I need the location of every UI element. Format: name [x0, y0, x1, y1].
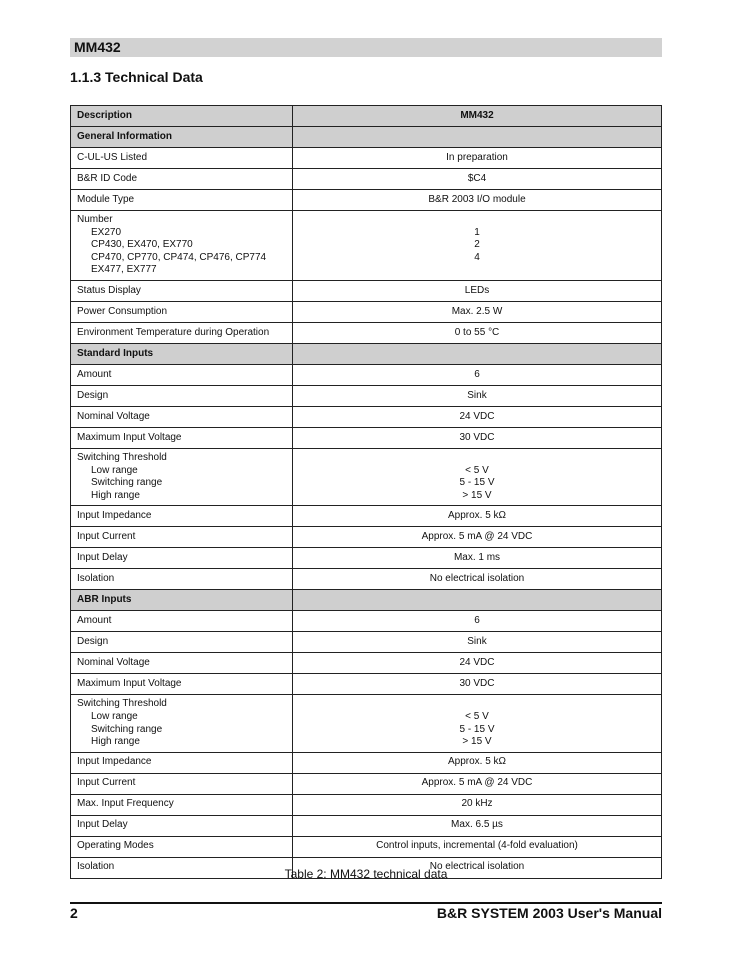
row-label: Design — [71, 632, 293, 653]
row-value: LEDs — [293, 280, 662, 301]
row-label: Power Consumption — [71, 301, 293, 322]
module-header-bar — [70, 38, 662, 57]
section-title: Standard Inputs — [71, 343, 293, 364]
row-value: Sink — [293, 632, 662, 653]
row-sublabel: CP470, CP770, CP474, CP476, CP774 — [91, 251, 267, 263]
row-value: Max. 1 ms — [293, 548, 662, 569]
section-title: General Information — [71, 127, 293, 148]
row-label: Isolation — [71, 569, 293, 590]
table-row — [71, 322, 662, 343]
table-row — [71, 632, 662, 653]
spacer — [299, 214, 655, 227]
row-value: Sink — [293, 385, 662, 406]
row-label: Input Delay — [71, 815, 293, 836]
table-row — [71, 548, 662, 569]
row-label: Nominal Voltage — [71, 406, 293, 427]
row-label-cell — [71, 448, 293, 505]
section-heading: 1.1.3 Technical Data — [70, 69, 203, 85]
column-header-mm432: MM432 — [293, 106, 662, 127]
section-value-cell — [293, 343, 662, 364]
row-label-cell — [71, 695, 293, 752]
row-value: 5 - 15 V — [459, 477, 495, 489]
row-sublabel: High range — [91, 489, 140, 501]
table-row — [71, 301, 662, 322]
table-row — [71, 211, 662, 281]
table-row — [71, 280, 662, 301]
manual-title: B&R SYSTEM 2003 User's Manual — [436, 905, 662, 921]
row-value: 30 VDC — [293, 674, 662, 695]
row-label: Design — [71, 385, 293, 406]
row-label: Input Current — [71, 527, 293, 548]
row-value: Approx. 5 mA @ 24 VDC — [293, 773, 662, 794]
row-label: Maximum Input Voltage — [71, 427, 293, 448]
row-value: B&R 2003 I/O module — [293, 190, 662, 211]
section-row — [71, 590, 662, 611]
module-name: MM432 — [74, 39, 121, 55]
row-label: Operating Modes — [71, 836, 293, 857]
table-row — [71, 385, 662, 406]
row-value: No electrical isolation — [293, 569, 662, 590]
table-row — [71, 427, 662, 448]
row-value: 24 VDC — [293, 653, 662, 674]
row-sublabel: CP430, EX470, EX770 — [91, 239, 193, 251]
row-sublabel: Switching range — [91, 477, 163, 489]
row-label: Isolation — [71, 857, 293, 878]
row-value: Approx. 5 kΩ — [293, 752, 662, 773]
row-value: 0 to 55 °C — [293, 322, 662, 343]
section-row — [71, 343, 662, 364]
row-value: $C4 — [293, 169, 662, 190]
row-value: 24 VDC — [293, 406, 662, 427]
row-label: Switching Threshold — [77, 698, 167, 710]
row-label: Module Type — [71, 190, 293, 211]
table-header-row — [71, 106, 662, 127]
row-sublabel: EX270 — [91, 226, 122, 238]
table-row — [71, 406, 662, 427]
row-value: > 15 V — [462, 489, 492, 501]
row-sublabel: Switching range — [91, 723, 163, 735]
table-row — [71, 148, 662, 169]
table-caption: Table 2: MM432 technical data — [284, 867, 448, 881]
row-label: Amount — [71, 611, 293, 632]
footer-divider — [70, 902, 662, 904]
row-value: 6 — [293, 364, 662, 385]
section-value-cell — [293, 590, 662, 611]
row-value: > 15 V — [462, 736, 492, 748]
row-value: < 5 V — [465, 464, 489, 476]
row-label: Maximum Input Voltage — [71, 674, 293, 695]
row-value: Approx. 5 kΩ — [293, 506, 662, 527]
row-label: B&R ID Code — [71, 169, 293, 190]
table-row — [71, 527, 662, 548]
row-value: No electrical isolation — [293, 857, 662, 878]
section-title: ABR Inputs — [71, 590, 293, 611]
row-sublabel: High range — [91, 736, 140, 748]
row-value: 2 — [474, 239, 480, 251]
spacer — [299, 698, 655, 711]
row-value-cell — [293, 211, 662, 281]
row-value: Control inputs, incremental (4-fold evaluation) — [293, 836, 662, 857]
row-label: Environment Temperature during Operation — [71, 322, 293, 343]
column-header-description: Description — [71, 106, 293, 127]
table-row — [71, 506, 662, 527]
row-label: Nominal Voltage — [71, 653, 293, 674]
table-row — [71, 815, 662, 836]
table-row — [71, 364, 662, 385]
page-number: 2 — [70, 905, 78, 921]
row-value: 1 — [474, 226, 480, 238]
spacer — [299, 452, 655, 465]
table-row — [71, 836, 662, 857]
section-row — [71, 127, 662, 148]
row-label: Number — [77, 214, 113, 225]
table-row — [71, 569, 662, 590]
row-sublabel: Low range — [91, 464, 138, 476]
row-label: C-UL-US Listed — [71, 148, 293, 169]
row-value: 6 — [293, 611, 662, 632]
row-sublabel: Low range — [91, 710, 138, 722]
table-row — [71, 794, 662, 815]
row-label: Status Display — [71, 280, 293, 301]
table-row — [71, 653, 662, 674]
row-label: Max. Input Frequency — [71, 794, 293, 815]
row-value-cell — [293, 695, 662, 752]
row-value: 30 VDC — [293, 427, 662, 448]
row-label-cell — [71, 211, 293, 281]
table-row — [71, 752, 662, 773]
row-value: Max. 2.5 W — [293, 301, 662, 322]
table-row — [71, 190, 662, 211]
technical-data-table — [70, 105, 662, 879]
table-row — [71, 448, 662, 505]
row-label: Input Impedance — [71, 506, 293, 527]
table-row — [71, 695, 662, 752]
table-row — [71, 773, 662, 794]
row-value-cell — [293, 448, 662, 505]
table-row — [71, 169, 662, 190]
row-value: In preparation — [293, 148, 662, 169]
row-sublabel: EX477, EX777 — [91, 264, 157, 276]
row-label: Input Current — [71, 773, 293, 794]
row-value: Max. 6.5 µs — [293, 815, 662, 836]
row-label: Input Impedance — [71, 752, 293, 773]
row-label: Switching Threshold — [77, 451, 167, 463]
row-value: 20 kHz — [293, 794, 662, 815]
table-row — [71, 674, 662, 695]
row-label: Amount — [71, 364, 293, 385]
row-value: 5 - 15 V — [459, 723, 495, 735]
table-row — [71, 611, 662, 632]
section-value-cell — [293, 127, 662, 148]
row-value: < 5 V — [465, 710, 489, 722]
row-label: Input Delay — [71, 548, 293, 569]
row-value: 4 — [474, 251, 480, 263]
row-value: Approx. 5 mA @ 24 VDC — [293, 527, 662, 548]
